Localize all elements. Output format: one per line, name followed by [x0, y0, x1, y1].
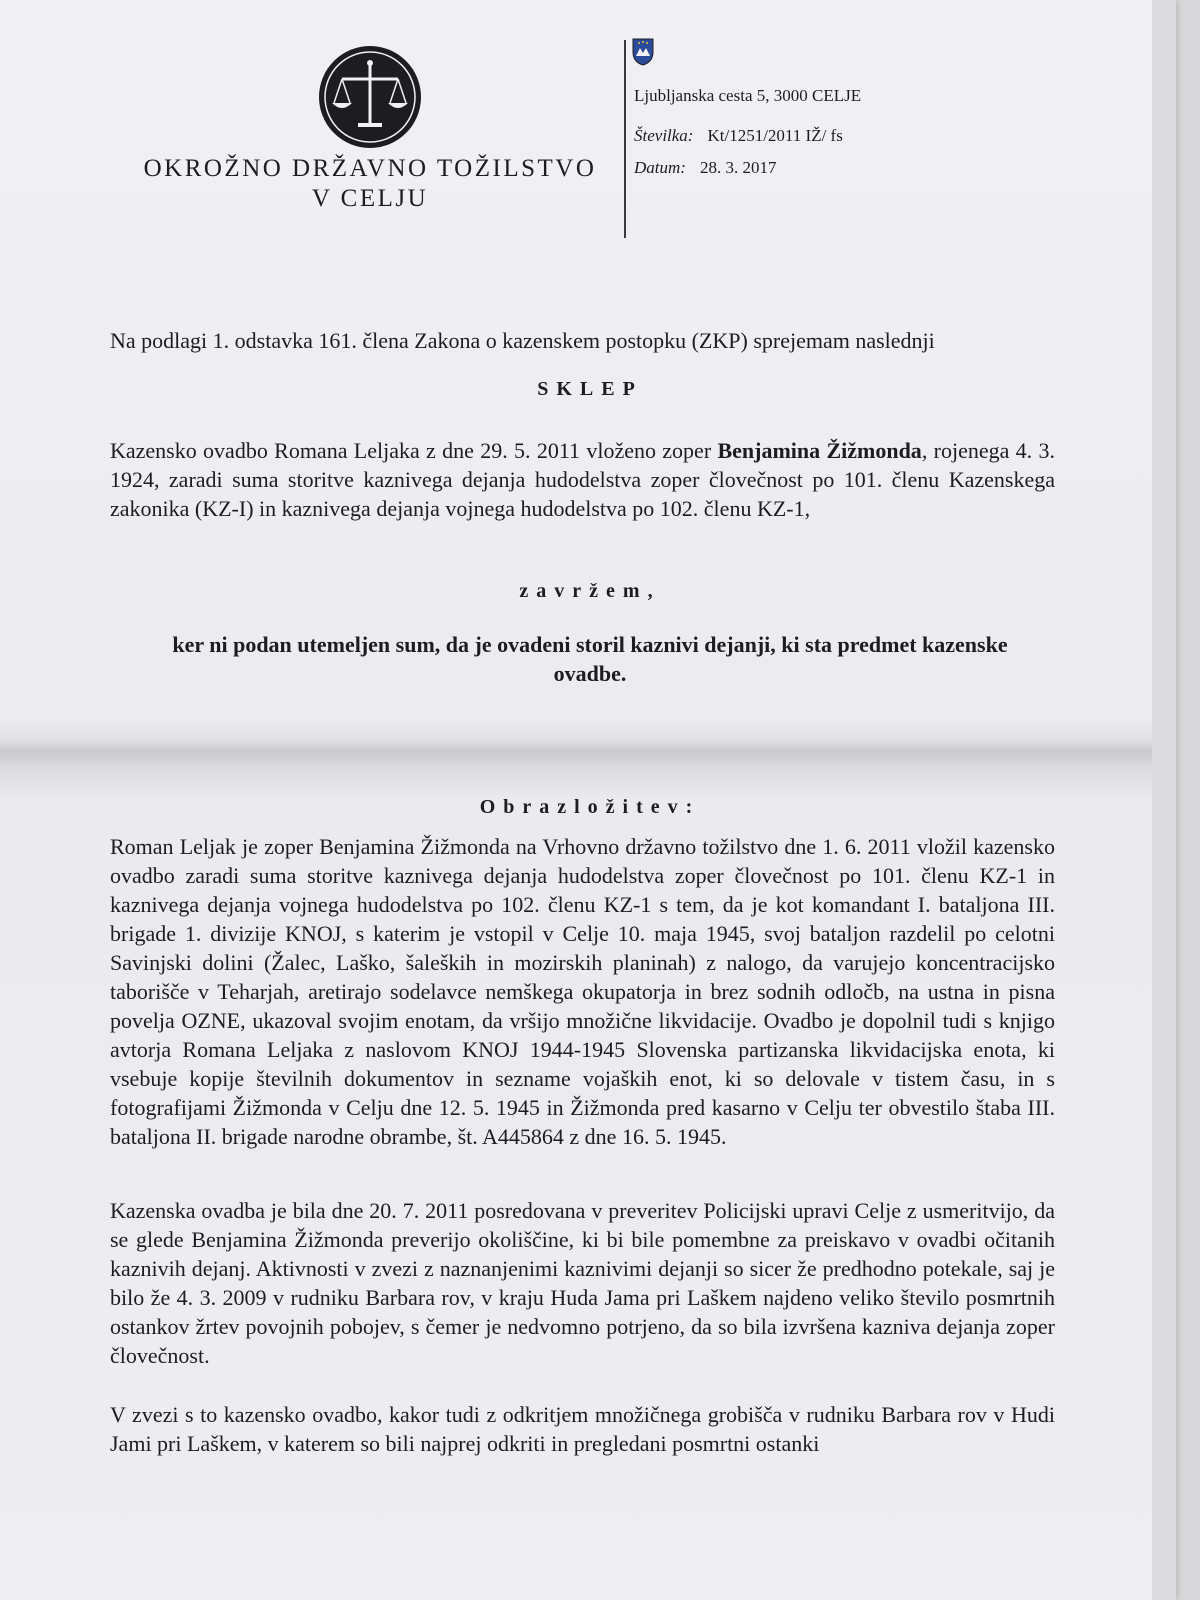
case-number [634, 126, 843, 146]
explanation-heading: Obrazložitev: [479, 796, 701, 818]
coat-of-arms-icon [632, 38, 654, 66]
main-rest: , rojenega 4. 3. 1924, zaradi suma storitve kaznivega dejanja hudodelstva zoper človečnost po 101. členu Kazenskega zakonika (KZ-I) in kaznivega dejanja vojnega hudodelstva po 102. členu KZ-1, [110, 438, 1055, 521]
document-date [634, 158, 776, 178]
date-value: 28. 3. 2017 [699, 158, 777, 177]
paper-fold [0, 738, 1176, 764]
page-edge [1152, 0, 1176, 1600]
case-number-value: Kt/1251/2011 IŽ/ fs [707, 126, 843, 145]
accused-name: Benjamina Žižmonda [717, 438, 922, 463]
decision-reason: ker ni podan utemeljen sum, da je ovadeni storil kaznivi dejanji, ki sta predmet kazenske ovadbe. [172, 632, 1008, 686]
office-name [120, 154, 620, 214]
case-number-label: Številka: [634, 126, 694, 145]
scales-of-justice-icon [318, 45, 422, 149]
explanation-paragraph-1: Roman Leljak je zoper Benjamina Žižmonda na Vrhovno državno tožilstvo dne 1. 6. 2011 vložil kazensko ovadbo zaradi suma storitve kaznivega dejanja hudodelstva zoper človečnost po 101. členu KZ-1 in kaznivega dejanja vojnega hudodelstva po 102. členu KZ-1 s tem, da je kot komandant I. bataljona III. brigade 1. divizije KNOJ, s katerim je vstopil v Celje 10. maja 1945, svoj bataljon razdelil po celotni Savinjski dolini (Žalec, Laško, šaleških in mozirskih planinah) z nalogo, da varujejo koncentracijsko taborišče v Teharjah, aretirajo sodelavce nemškega okupatorja in brez sodnih odločb, na ustna in pisna povelja OZNE, ukazoval svojim enotam, da vršijo množične likvidacije. Ovadbo je dopolnil tudi s knjigo avtorja Romana Leljaka z naslovom KNOJ 1944-1945 Slovenska partizanska likvidacijska enota, ki vsebuje kopije številnih dokumentov in sezname vojaških enot, ki so delovale v tistem času, in s fotografijami Žižmonda v Celju dne 12. 5. 1945 in Žižmonda pred kasarno v Celju ter obvestilo štaba III. bataljona II. brigade narodne obrambe, št. A445864 z dne 16. 5. 1945. [110, 834, 1055, 1149]
main-paragraph [110, 436, 1055, 523]
address: Ljubljanska cesta 5, 3000 CELJE [634, 86, 862, 105]
header-divider [624, 40, 626, 238]
office-name-line1: OKROŽNO DRŽAVNO TOŽILSTVO [143, 155, 597, 182]
explanation-paragraph-3: V zvezi s to kazensko ovadbo, kakor tudi z odkritjem množičnega grobišča v rudniku Barbara rov v Hudi Jami pri Laškem, v katerem so bili najprej odkriti in pregledani posmrtni ostanki [110, 1402, 1055, 1456]
office-name-line2: V CELJU [311, 185, 429, 212]
explanation-paragraph-2: Kazenska ovadba je bila dne 20. 7. 2011 posredovana v preveritev Policijski upravi Celje z usmeritvijo, da se glede Benjamina Žižmonda preverijo okoliščine, ki bi bile pomembne za preiskavo v ovadbi očitanih kaznivih dejanj. Aktivnosti v zvezi z naznanjenimi kaznivimi dejanji so sicer že predhodno potekale, saj je bilo že 4. 3. 2009 v rudniku Barbara rov, v kraju Huda Jama pri Laškem najdeno veliko število posmrtnih ostankov žrtev povojnih pobojev, s čemer je nedvomno potrjeno, da so bila izvršena kazniva dejanja zoper človečnost. [110, 1198, 1055, 1368]
decision-heading: zavržem, [519, 580, 661, 602]
sklep-heading: SKLEP [537, 378, 643, 400]
date-label: Datum: [634, 158, 686, 177]
intro-text: Na podlagi 1. odstavka 161. člena Zakona o kazenskem postopku (ZKP) sprejemam naslednji [110, 328, 935, 353]
main-lead: Kazensko ovadbo Romana Leljaka z dne 29. 5. 2011 vloženo zoper [110, 438, 718, 463]
